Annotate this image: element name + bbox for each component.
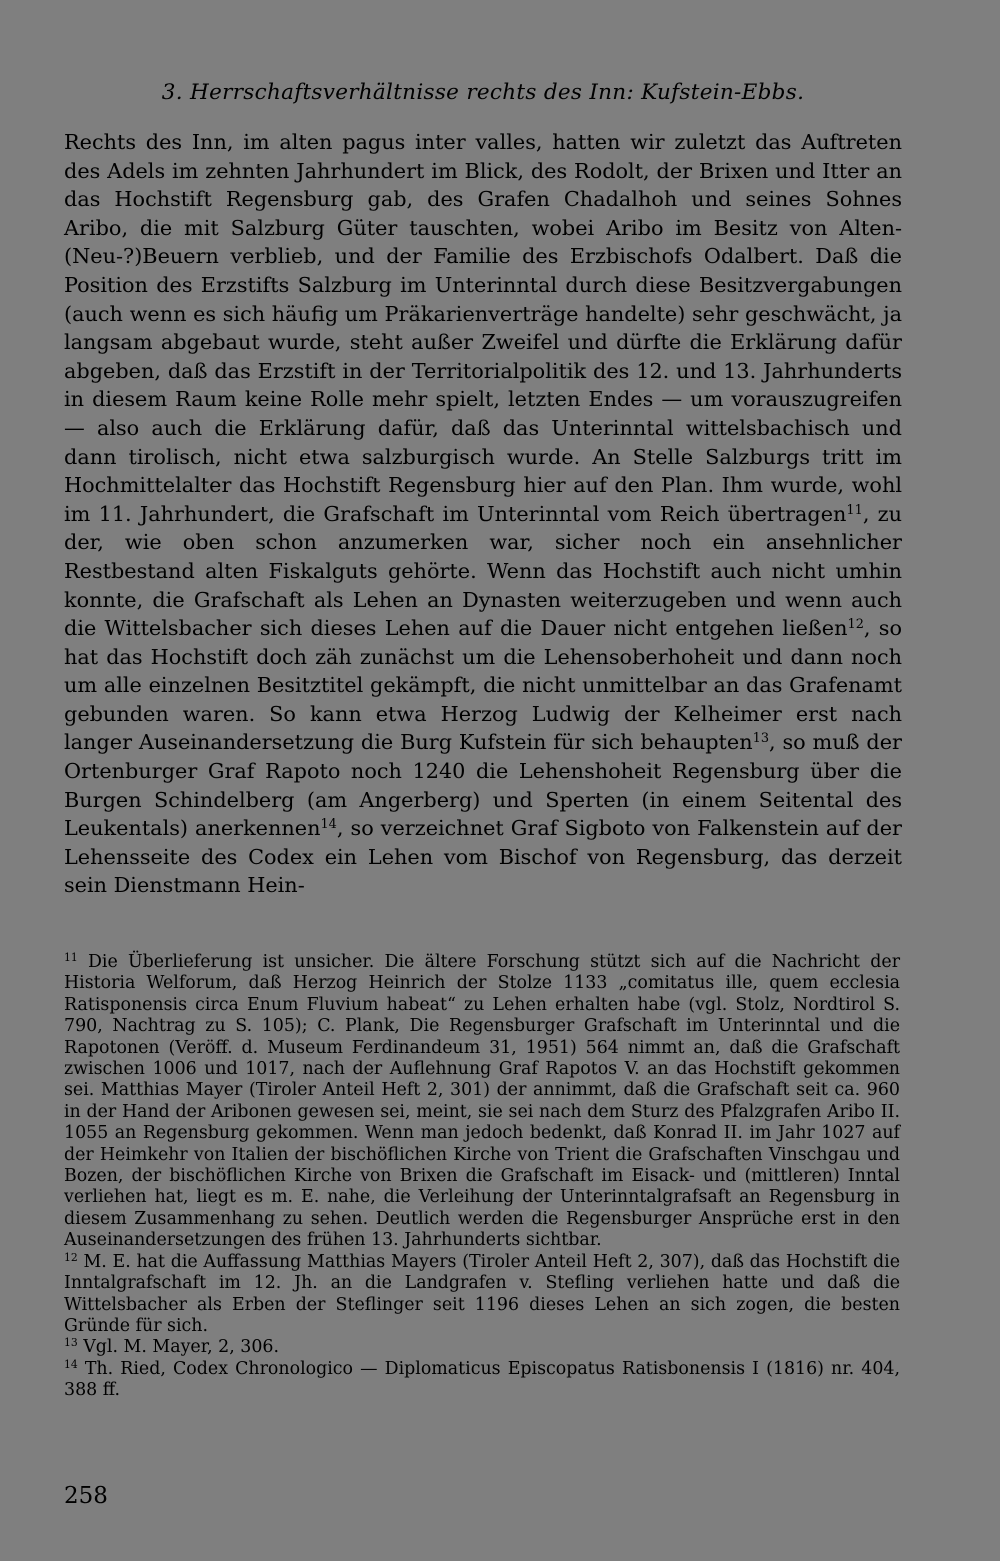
body-text-segment: Rechts des Inn, im alten pagus inter valles, hatten wir zuletzt das Auftreten des Adels im zehnten Jahrhundert im Blick, des Rodolt, der Brixen und Itter an das Hochstift Regensburg gab, des Grafen Chadalhoh und seines Sohnes Aribo, die mit Salzburg Güter tauschten, wobei Aribo im Besitz von Alten-(Neu-?)Beuern verblieb, und der Familie des Erzbischofs Odalbert. Daß die Position des Erzstifts Salzburg im Unterinntal durch diese Besitzvergabungen (auch wenn es sich häufig um Präkarienverträge handelte) sehr geschwächt, ja langsam abgebaut wurde, steht außer Zweifel und dürfte die Erklärung dafür abgeben, daß das Erzstift in der Territorialpolitik des 12. und 13. Jahrhunderts in diesem Raum keine Rolle mehr spielt, letzten Endes — um vorauszugreifen — also auch die Erklärung dafür, daß das Unterinntal wittelsbachisch und dann tirolisch, nicht etwa salzburgisch wurde. An Stelle Salzburgs tritt im Hochmittelalter das Hochstift Regensburg hier auf den Plan. Ihm wurde, wohl im 11. Jahrhundert, die Grafschaft im Unterinntal vom Reich übertragen — [64, 130, 902, 526]
footnote-reference-13: 13 — [752, 731, 770, 747]
body-text-segment: , so muß der Ortenburger Graf Rapoto noch 1240 die Lehenshoheit Regensburg über die Burgen Schindelberg (am Angerberg) und Sperten (in einem Seitental des Leukentals) anerkennen — [64, 730, 902, 841]
body-text-segment: , so verzeichnet Graf Sigboto von Falkenstein auf der Lehensseite des Codex ein Lehen vom Bischof von Regensburg, das derzeit sein Dienstmann Hein- — [64, 816, 902, 898]
page-number: 258 — [64, 1483, 108, 1509]
body-text — [64, 128, 902, 900]
footnote-13 — [64, 1337, 900, 1358]
footnote-number: 12 — [64, 1250, 78, 1264]
footnote-reference-14: 14 — [320, 817, 337, 833]
footnote-14 — [64, 1359, 900, 1402]
footnote-reference-12: 12 — [847, 617, 864, 633]
footnote-text: Th. Ried, Codex Chronologico — Diplomaticus Episcopatus Ratisbonensis I (1816) nr. 404, 388 ff. — [64, 1358, 900, 1401]
footnotes — [64, 952, 900, 1402]
footnote-text: Die Überlieferung ist unsicher. Die ältere Forschung stützt sich auf die Nachricht der Historia Welforum, daß Herzog Heinrich der Stolze 1133 „comitatus ille, quem ecclesia Ratisponensis circa Enum Fluvium habeat“ zu Lehen erhalten habe (vgl. Stolz, Nordtirol S. 790, Nachtrag zu S. 105); C. Plank, Die Regensburger Grafschaft im Unterinntal und die Rapotonen (Veröff. d. Museum Ferdinandeum 31, 1951) 564 nimmt an, daß die Grafschaft zwischen 1006 und 1017, nach der Auflehnung Graf Rapotos V. an das Hochstift gekommen sei. Matthias Mayer (Tiroler Anteil Heft 2, 301) der annimmt, daß die Grafschaft seit ca. 960 in der Hand der Aribonen gewesen sei, meint, sie sei nach dem Sturz des Pfalzgrafen Aribo II. 1055 an Regensburg gekommen. Wenn man jedoch bedenkt, daß Konrad II. im Jahr 1027 auf der Heimkehr von Italien der bischöflichen Kirche von Trient die Grafschaften Vinschgau und Bozen, der bischöflichen Kirche von Brixen die Grafschaft im Eisack- und (mittleren) Inntal verliehen hat, liegt es m. E. nahe, die Verleihung der Unterinntalgrafsaft an Regensburg in diesem Zusammenhang zu sehen. Deutlich werden die Regensburger Ansprüche erst in den Auseinandersetzungen des frühen 13. Jahrhunderts sichtbar. — [64, 952, 901, 1251]
footnote-number: 13 — [64, 1336, 78, 1350]
footnote-11 — [64, 952, 900, 1252]
section-heading: 3. Herrschaftsverhältnisse rechts des Inn: Kufstein-Ebbs. — [161, 80, 805, 105]
footnote-text: Vgl. M. Mayer, 2, 306. — [83, 1337, 279, 1358]
body-text-segment: , zu der, wie oben schon anzumerken war, sicher noch ein ansehnlicher Restbestand alten Fiskalguts gehörte. Wenn das Hochstift auch nicht umhin konnte, die Grafschaft als Lehen an Dynasten weiterzugeben und wenn auch die Wittelsbacher sich dieses Lehen auf die Dauer nicht entgehen ließen — [64, 501, 902, 641]
footnote-reference-11: 11 — [846, 502, 863, 518]
footnote-number: 11 — [64, 951, 78, 965]
footnote-number: 14 — [64, 1357, 78, 1371]
main-paragraph — [64, 128, 902, 900]
footnote-text: M. E. hat die Auffassung Matthias Mayers (Tiroler Anteil Heft 2, 307), daß das Hochstift die Inntalgrafschaft im 12. Jh. an die Landgrafen v. Stefling verliehen hatte und daß die Wittelsbacher als Erben der Steflinger seit 1196 dieses Lehen an sich zogen, die besten Gründe für sich. — [64, 1251, 901, 1336]
footnote-12 — [64, 1252, 900, 1338]
body-text-segment: , so hat das Hochstift doch zäh zunächst um die Lehensoberhoheit und dann noch um alle einzelnen Besitztitel gekämpft, die nicht unmittelbar an das Grafenamt gebunden waren. So kann etwa Herzog Ludwig der Kelheimer erst nach langer Auseinandersetzung die Burg Kufstein für sich behaupten — [64, 616, 902, 755]
